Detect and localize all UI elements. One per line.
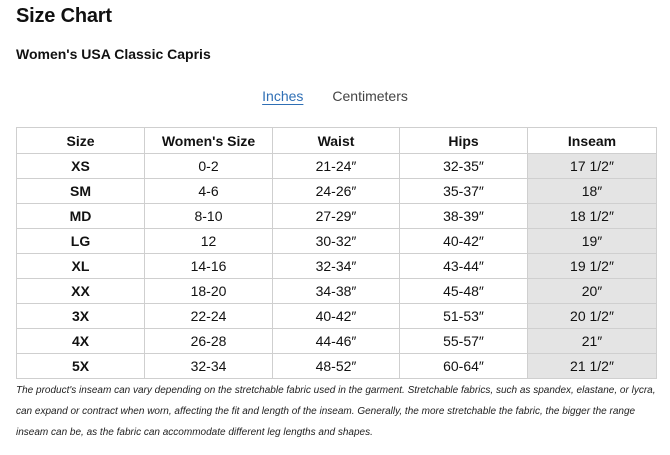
waist-cell: 48-52″ <box>273 354 400 379</box>
inseam-cell: 20 1/2″ <box>528 304 657 329</box>
inseam-cell: 21″ <box>528 329 657 354</box>
table-row <box>17 279 657 304</box>
waist-cell: 40-42″ <box>273 304 400 329</box>
table-row <box>17 354 657 379</box>
table-row <box>17 154 657 179</box>
size-cell: XL <box>17 254 145 279</box>
inseam-cell: 20″ <box>528 279 657 304</box>
table-row <box>17 254 657 279</box>
size-chart-table <box>16 127 657 379</box>
womens-size-cell: 0-2 <box>145 154 273 179</box>
page-title: Size Chart <box>16 5 112 27</box>
header-waist: Waist <box>273 128 400 154</box>
size-cell: XX <box>17 279 145 304</box>
womens-size-cell: 32-34 <box>145 354 273 379</box>
hips-cell: 38-39″ <box>400 204 528 229</box>
hips-cell: 60-64″ <box>400 354 528 379</box>
inseam-cell: 18″ <box>528 179 657 204</box>
product-subtitle: Women's USA Classic Capris <box>16 46 211 62</box>
waist-cell: 44-46″ <box>273 329 400 354</box>
table-body <box>17 154 657 379</box>
unit-toggle <box>0 88 670 104</box>
tab-centimeters[interactable]: Centimeters <box>332 88 408 104</box>
waist-cell: 30-32″ <box>273 229 400 254</box>
hips-cell: 40-42″ <box>400 229 528 254</box>
womens-size-cell: 4-6 <box>145 179 273 204</box>
womens-size-cell: 18-20 <box>145 279 273 304</box>
womens-size-cell: 26-28 <box>145 329 273 354</box>
size-cell: SM <box>17 179 145 204</box>
womens-size-cell: 14-16 <box>145 254 273 279</box>
inseam-cell: 17 1/2″ <box>528 154 657 179</box>
size-cell: 4X <box>17 329 145 354</box>
table-row <box>17 329 657 354</box>
inseam-cell: 19 1/2″ <box>528 254 657 279</box>
hips-cell: 43-44″ <box>400 254 528 279</box>
table-row <box>17 179 657 204</box>
size-cell: LG <box>17 229 145 254</box>
table-row <box>17 229 657 254</box>
header-womens-size: Women's Size <box>145 128 273 154</box>
size-cell: 3X <box>17 304 145 329</box>
inseam-cell: 19″ <box>528 229 657 254</box>
inseam-cell: 21 1/2″ <box>528 354 657 379</box>
size-cell: 5X <box>17 354 145 379</box>
hips-cell: 32-35″ <box>400 154 528 179</box>
header-inseam: Inseam <box>528 128 657 154</box>
womens-size-cell: 12 <box>145 229 273 254</box>
header-hips: Hips <box>400 128 528 154</box>
table-row <box>17 304 657 329</box>
waist-cell: 32-34″ <box>273 254 400 279</box>
hips-cell: 51-53″ <box>400 304 528 329</box>
womens-size-cell: 22-24 <box>145 304 273 329</box>
hips-cell: 55-57″ <box>400 329 528 354</box>
waist-cell: 24-26″ <box>273 179 400 204</box>
hips-cell: 35-37″ <box>400 179 528 204</box>
inseam-footnote: The product's inseam can vary depending on the stretchable fabric used in the garment. Stretchable fabrics, such as spandex, elastane, or lycra, can expand or contract when worn, affecting the fit and length of the inseam. Generally, the more stretchable the fabric, the bigger the range inseam can be, as the fabric can accommodate different leg lengths and shapes. <box>16 385 656 438</box>
table-header-row <box>17 128 657 154</box>
size-cell: XS <box>17 154 145 179</box>
tab-inches[interactable]: Inches <box>262 88 304 104</box>
womens-size-cell: 8-10 <box>145 204 273 229</box>
waist-cell: 34-38″ <box>273 279 400 304</box>
inseam-cell: 18 1/2″ <box>528 204 657 229</box>
hips-cell: 45-48″ <box>400 279 528 304</box>
header-size: Size <box>17 128 145 154</box>
waist-cell: 21-24″ <box>273 154 400 179</box>
size-cell: MD <box>17 204 145 229</box>
waist-cell: 27-29″ <box>273 204 400 229</box>
table-row <box>17 204 657 229</box>
